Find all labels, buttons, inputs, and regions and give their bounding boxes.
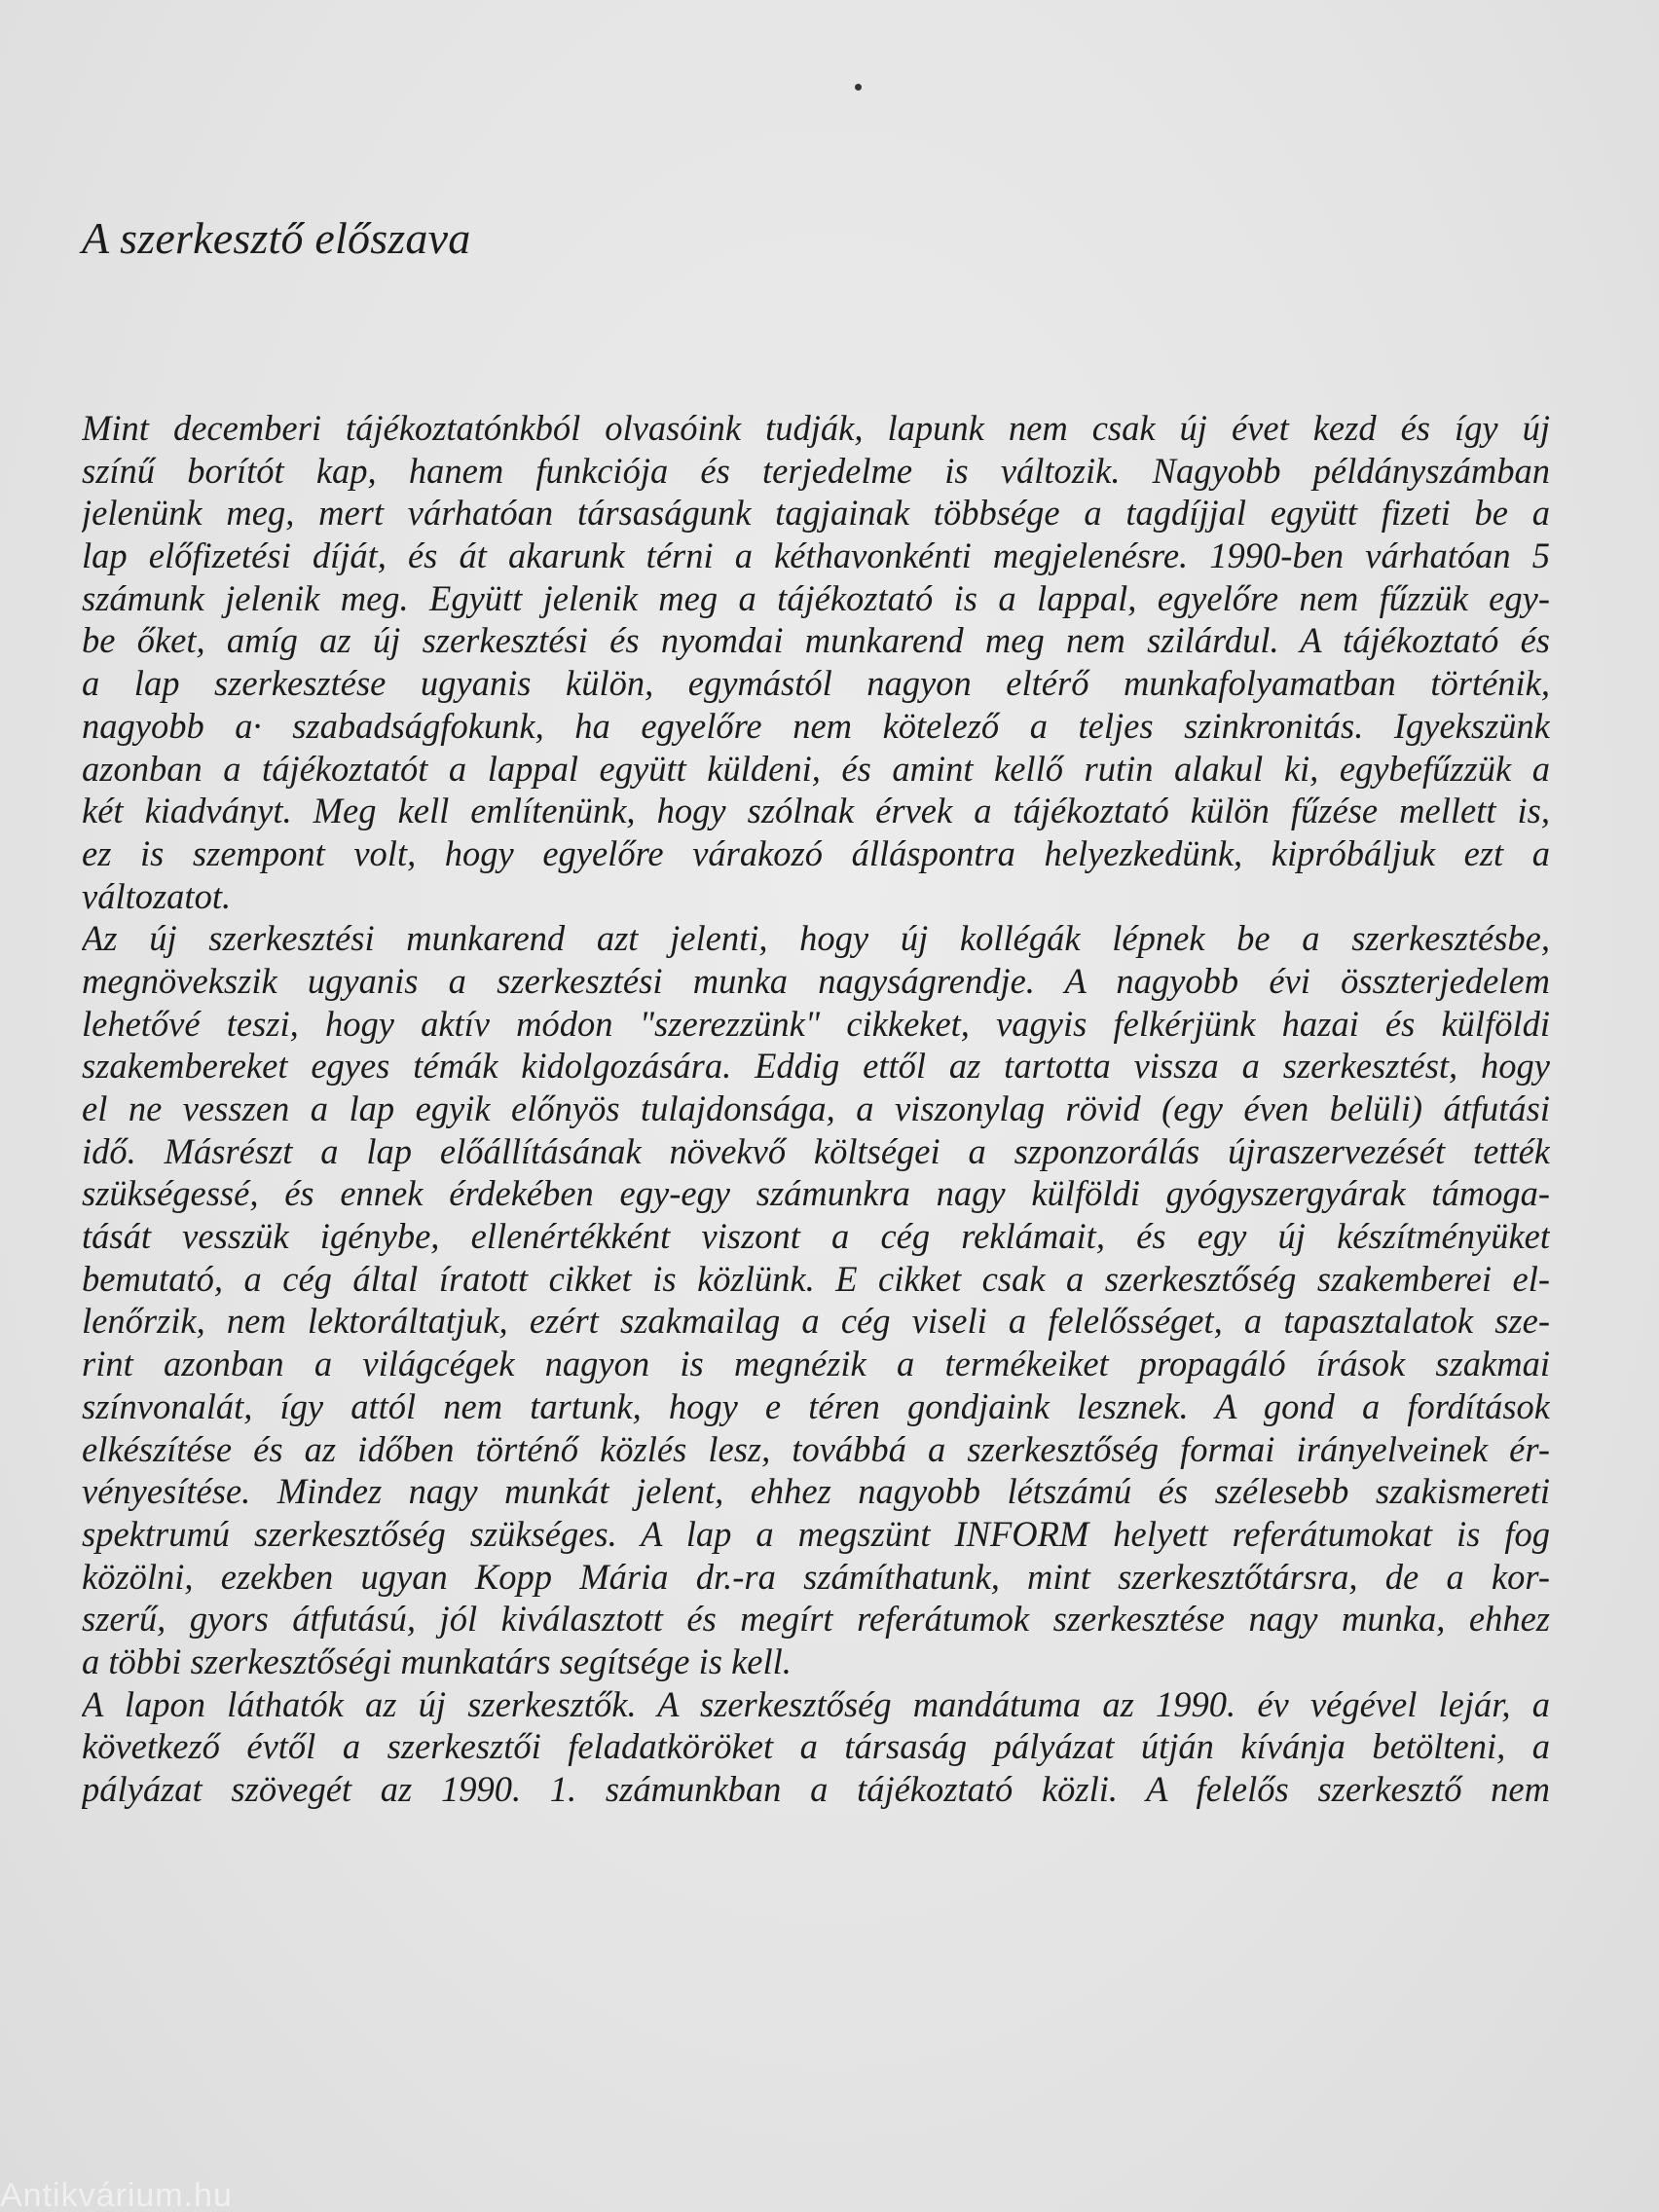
text-line: nagyobb a· szabadságfokunk, ha egyelőre nem kötelező a teljes szinkronitás. Igyekszünk	[82, 705, 1550, 746]
text-line: A lapon láthatók az új szerkesztők. A szerkesztőség mandátuma az 1990. év végével lejár, a	[82, 1683, 1550, 1724]
body-text	[82, 407, 1550, 1811]
text-line: lehetővé teszi, hogy aktív módon "szerezzünk" cikkeket, vagyis felkérjünk hazai és külföldi	[82, 1003, 1550, 1044]
text-line: idő. Másrészt a lap előállításának növekvő költségei a szponzorálás újraszervezését tették	[82, 1130, 1550, 1171]
text-line: lap előfizetési díját, és át akarunk térni a kéthavonkénti megjelenésre. 1990-ben várhatóan 5	[82, 535, 1550, 576]
text-line: közölni, ezekben ugyan Kopp Mária dr.-ra számíthatunk, mint szerkesztőtársra, de a kor-	[82, 1556, 1550, 1597]
text-line: két kiadványt. Meg kell említenünk, hogy szólnak érvek a tájékoztató külön fűzése mellett is,	[82, 791, 1550, 831]
text-line: vényesítése. Mindez nagy munkát jelent, ehhez nagyobb létszámú és szélesebb szakismereti	[82, 1471, 1550, 1512]
text-line: bemutató, a cég által íratott cikket is közlünk. E cikket csak a szerkesztőség szakemberei el-	[82, 1258, 1550, 1299]
text-line: jelenünk meg, mert várhatóan társaságunk tagjainak többsége a tagdíjjal együtt fizeti be a	[82, 493, 1550, 534]
text-line: változatot.	[82, 875, 232, 916]
ink-dot	[855, 84, 862, 91]
text-line: szerű, gyors átfutású, jól kiválasztott és megírt referátumok szerkesztése nagy munka, ehhez	[82, 1599, 1550, 1640]
page-title: A szerkesztő előszava	[82, 213, 471, 263]
text-line: el ne vesszen a lap egyik előnyös tulajdonsága, a viszonylag rövid (egy éven belüli) átfutási	[82, 1088, 1550, 1128]
text-line: színű borítót kap, hanem funkciója és terjedelme is változik. Nagyobb példányszámban	[82, 450, 1550, 491]
text-line: ez is szempont volt, hogy egyelőre várakozó álláspontra helyezkedünk, kipróbáljuk ezt a	[82, 832, 1550, 873]
text-line: Az új szerkesztési munkarend azt jelenti, hogy új kollégák lépnek be a szerkesztésbe,	[82, 918, 1550, 959]
text-line: spektrumú szerkesztőség szükséges. A lap a megszünt INFORM helyett referátumokat is fog	[82, 1513, 1550, 1554]
text-line: színvonalát, így attól nem tartunk, hogy e téren gondjaink lesznek. A gond a fordítások	[82, 1385, 1550, 1426]
text-line: megnövekszik ugyanis a szerkesztési munka nagyságrendje. A nagyobb évi összterjedelem	[82, 960, 1550, 1001]
text-line: elkészítése és az időben történő közlés lesz, továbbá a szerkesztőség formai irányelveinek ér-	[82, 1428, 1550, 1469]
text-line: a lap szerkesztése ugyanis külön, egymástól nagyon eltérő munkafolyamatban történik,	[82, 663, 1550, 704]
text-line: pályázat szövegét az 1990. 1. számunkban a tájékoztató közli. A felelős szerkesztő nem	[82, 1769, 1550, 1809]
text-line: számunk jelenik meg. Együtt jelenik meg a tájékoztató is a lappal, egyelőre nem fűzzük egy-	[82, 577, 1550, 618]
text-line: tását vesszük igénybe, ellenértékként viszont a cég reklámait, és egy új készítményüket	[82, 1216, 1550, 1257]
text-line: szakembereket egyes témák kidolgozására. Eddig ettől az tartotta vissza a szerkesztést, hogy	[82, 1046, 1550, 1087]
text-line: Mint decemberi tájékoztatónkból olvasóink tudják, lapunk nem csak új évet kezd és így új	[82, 408, 1550, 448]
text-line: be őket, amíg az új szerkesztési és nyomdai munkarend meg nem szilárdul. A tájékoztató és	[82, 620, 1550, 661]
text-line: rint azonban a világcégek nagyon is megnézik a termékeiket propagáló írások szakmai	[82, 1344, 1550, 1384]
paragraph-1	[82, 407, 1550, 917]
text-line: azonban a tájékoztatót a lappal együtt küldeni, és amint kellő rutin alakul ki, egybefűzzük a	[82, 748, 1550, 789]
text-line: a többi szerkesztőségi munkatárs segítsége is kell.	[82, 1641, 792, 1681]
text-line: lenőrzik, nem lektoráltatjuk, ezért szakmailag a cég viseli a felelősséget, a tapasztalatok sze-	[82, 1301, 1550, 1342]
paragraph-3	[82, 1683, 1550, 1811]
paragraph-2	[82, 917, 1550, 1682]
watermark-text: Antikvárium.hu	[0, 2177, 233, 2212]
text-line: következő évtől a szerkesztői feladatköröket a társaság pályázat útján kívánja betölteni, a	[82, 1726, 1550, 1767]
text-line: szükségessé, és ennek érdekében egy-egy számunkra nagy külföldi gyógyszergyárak támoga-	[82, 1173, 1550, 1214]
